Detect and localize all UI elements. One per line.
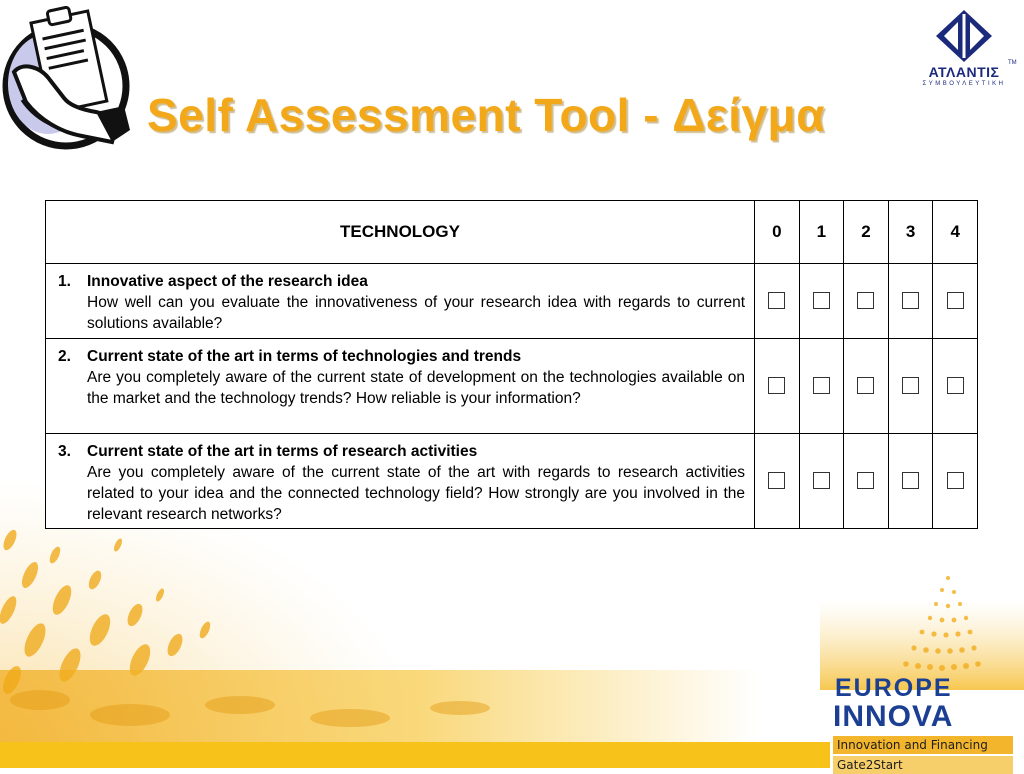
rating-cell-2 bbox=[844, 264, 889, 339]
question-cell bbox=[46, 264, 755, 339]
scale-header-1: 1 bbox=[799, 201, 844, 264]
atlantis-logo-trademark: TM bbox=[1008, 60, 1017, 66]
assessment-table bbox=[45, 200, 978, 529]
scale-header-4: 4 bbox=[933, 201, 978, 264]
rating-cell-3 bbox=[888, 434, 933, 529]
rating-checkbox[interactable] bbox=[813, 472, 830, 489]
question-cell bbox=[46, 434, 755, 529]
question-number: 2. bbox=[58, 348, 71, 365]
rating-checkbox[interactable] bbox=[813, 292, 830, 309]
rating-cell-4 bbox=[933, 434, 978, 529]
category-header: TECHNOLOGY bbox=[46, 201, 755, 264]
table-row bbox=[46, 264, 978, 339]
scale-header-3: 3 bbox=[888, 201, 933, 264]
rating-checkbox[interactable] bbox=[857, 377, 874, 394]
clipboard-hand-icon bbox=[0, 2, 140, 162]
question-title: Current state of the art in terms of research activities bbox=[87, 443, 478, 460]
rating-checkbox[interactable] bbox=[902, 292, 919, 309]
rating-cell-0 bbox=[755, 434, 800, 529]
rating-checkbox[interactable] bbox=[768, 472, 785, 489]
question-title: Current state of the art in terms of technologies and trends bbox=[87, 348, 522, 365]
question-title: Innovative aspect of the research idea bbox=[87, 273, 368, 290]
rating-cell-1 bbox=[799, 434, 844, 529]
rating-checkbox[interactable] bbox=[947, 377, 964, 394]
atlantis-logo-icon bbox=[912, 8, 1016, 64]
europe-innova-line1: EUROPE bbox=[835, 674, 953, 702]
question-cell bbox=[46, 339, 755, 434]
rating-checkbox[interactable] bbox=[902, 377, 919, 394]
europe-innova-program: Gate2Start bbox=[833, 756, 1013, 774]
table-header-row bbox=[46, 201, 978, 264]
rating-cell-3 bbox=[888, 264, 933, 339]
table-row bbox=[46, 434, 978, 529]
europe-innova-line2: INNOVA bbox=[833, 700, 954, 733]
rating-cell-4 bbox=[933, 339, 978, 434]
rating-checkbox[interactable] bbox=[857, 292, 874, 309]
question-number: 1. bbox=[58, 273, 71, 290]
question-text: Are you completely aware of the current state of the art with regards to research activities related to your idea and the connected technology field? How strongly are you involved in the relevant research networks? bbox=[87, 464, 745, 523]
rating-cell-0 bbox=[755, 264, 800, 339]
europe-innova-logo bbox=[833, 676, 1013, 774]
europe-innova-tagline: Innovation and Financing bbox=[833, 736, 1013, 754]
page-title: Self Assessment Tool - Δείγμα bbox=[147, 89, 825, 141]
rating-cell-1 bbox=[799, 339, 844, 434]
table-row bbox=[46, 339, 978, 434]
rating-cell-1 bbox=[799, 264, 844, 339]
rating-cell-3 bbox=[888, 339, 933, 434]
rating-checkbox[interactable] bbox=[768, 377, 785, 394]
question-number: 3. bbox=[58, 443, 71, 460]
scale-header-2: 2 bbox=[844, 201, 889, 264]
question-text: How well can you evaluate the innovativeness of your research idea with regards to current solutions available? bbox=[87, 294, 745, 332]
rating-checkbox[interactable] bbox=[768, 292, 785, 309]
atlantis-logo-name: ΑΤΛΑΝΤΙΣ bbox=[928, 64, 1000, 80]
rating-checkbox[interactable] bbox=[813, 377, 830, 394]
question-text: Are you completely aware of the current state of development on the technologies available on the market and the technology trends? How reliable is your information? bbox=[87, 369, 745, 407]
rating-checkbox[interactable] bbox=[857, 472, 874, 489]
rating-cell-2 bbox=[844, 434, 889, 529]
rating-cell-2 bbox=[844, 339, 889, 434]
scale-header-0: 0 bbox=[755, 201, 800, 264]
rating-cell-4 bbox=[933, 264, 978, 339]
rating-checkbox[interactable] bbox=[947, 292, 964, 309]
atlantis-logo bbox=[912, 8, 1016, 90]
rating-cell-0 bbox=[755, 339, 800, 434]
rating-checkbox[interactable] bbox=[902, 472, 919, 489]
atlantis-logo-subtitle: ΣΥΜΒΟΥΛΕΥΤΙΚΗ bbox=[922, 81, 1006, 87]
rating-checkbox[interactable] bbox=[947, 472, 964, 489]
